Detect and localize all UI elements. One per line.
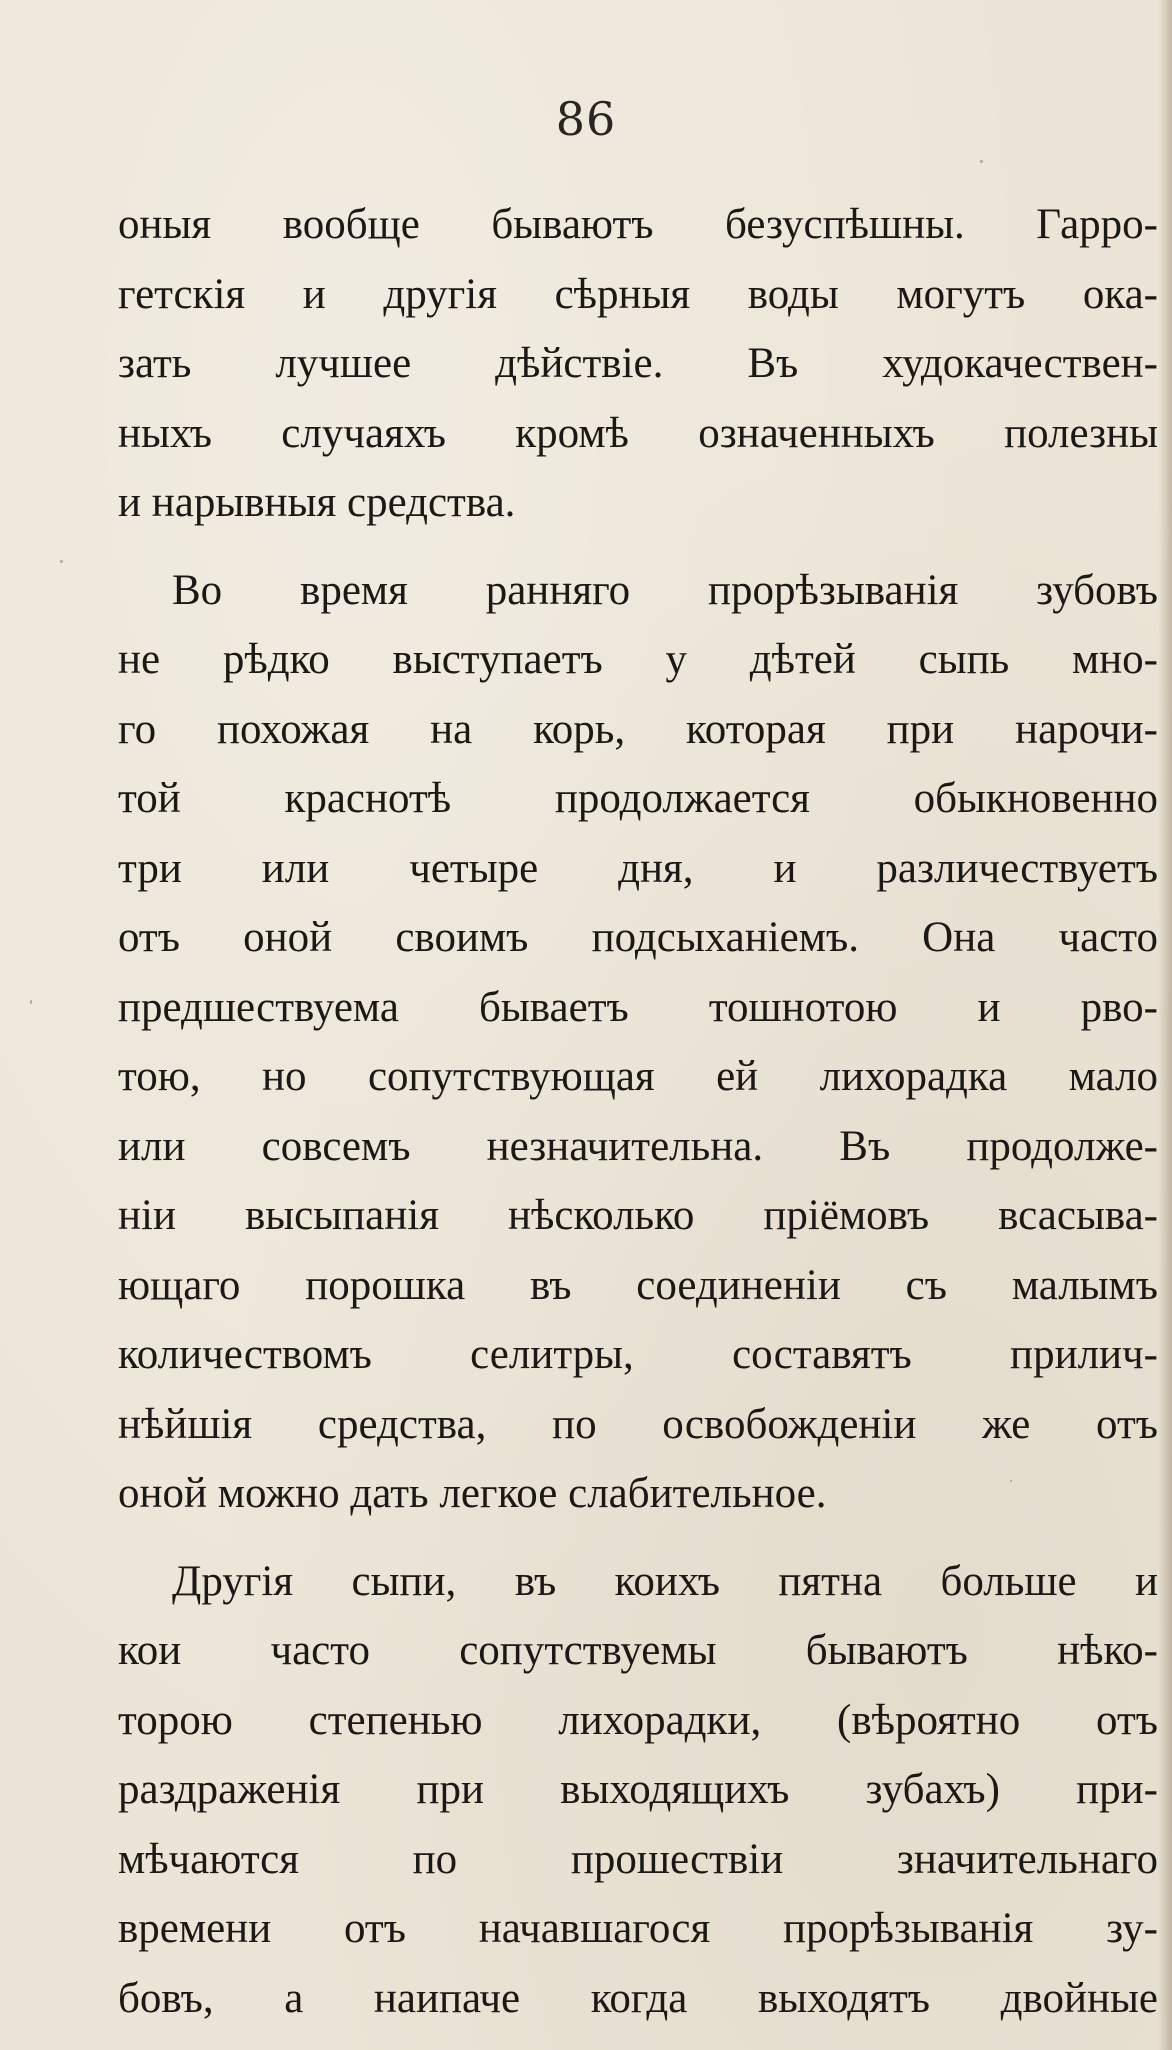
text-line: той краснотѣ продолжается обыкновенно: [118, 775, 1158, 822]
text-line: Другія сыпи, въ коихъ пятна больше и: [172, 1557, 1158, 1605]
paper-speck: [30, 1000, 32, 1004]
text-line: ющаго порошка въ соединеніи съ малымъ: [118, 1261, 1158, 1309]
text-line: и нарывныя средства.: [118, 479, 516, 526]
text-line: нѣйшія средства, по освобожденіи же отъ: [118, 1400, 1158, 1448]
text-line: отъ оной своимъ подсыханіемъ. Она часто: [118, 914, 1158, 961]
page-edge-shadow: [1158, 0, 1172, 2050]
text-line: го похожая на корь, которая при нарочи-: [118, 705, 1158, 753]
text-line: предшествуема бываетъ тошнотою и рво-: [118, 983, 1158, 1031]
text-line: оной можно дать легкое слабительное.: [118, 1470, 827, 1517]
text-line: ніи высыпанія нѣсколько пріёмовъ всасыва-: [118, 1192, 1158, 1239]
paper-speck: [980, 160, 983, 163]
text-line: кои часто сопутствуемы бываютъ нѣко-: [118, 1627, 1158, 1674]
text-line: торою степенью лихорадки, (вѣроятно отъ: [118, 1696, 1158, 1744]
text-line: три или четыре дня, и различествуетъ: [118, 844, 1158, 892]
text-line: количествомъ селитры, составятъ прилич-: [118, 1331, 1158, 1378]
text-line: зать лучшее дѣйствіе. Въ худокачествен-: [118, 340, 1158, 387]
text-line: времени отъ начавшагося прорѣзыванія зу-: [118, 1905, 1158, 1952]
text-line: не рѣдко выступаетъ у дѣтей сыпь мно-: [118, 636, 1158, 683]
text-line: мѣчаются по прошествіи значительнаго: [118, 1835, 1158, 1883]
page-number: 86: [555, 92, 617, 146]
text-line: оныя вообще бываютъ безуспѣшны. Гарро-: [118, 201, 1158, 248]
paper-speck: [60, 560, 63, 563]
text-line: гетскія и другія сѣрныя воды могутъ ока-: [118, 270, 1158, 318]
text-line: тою, но сопутствующая ей лихорадка мало: [118, 1053, 1158, 1100]
text-line: Во время ранняго прорѣзыванія зубовъ: [172, 566, 1158, 614]
body-text: [118, 190, 1158, 2033]
text-line: ныхъ случаяхъ кромѣ означенныхъ полезны: [118, 409, 1158, 457]
text-line: или совсемъ незначительна. Въ продолже-: [118, 1122, 1158, 1170]
paragraph-1: [118, 190, 1158, 538]
paragraph-2: [118, 556, 1158, 1529]
text-line: раздраженія при выходящихъ зубахъ) при-: [118, 1766, 1158, 1813]
text-line: бовъ, а наипаче когда выходятъ двойные: [118, 1974, 1158, 2022]
paragraph-3: [118, 1547, 1158, 2034]
